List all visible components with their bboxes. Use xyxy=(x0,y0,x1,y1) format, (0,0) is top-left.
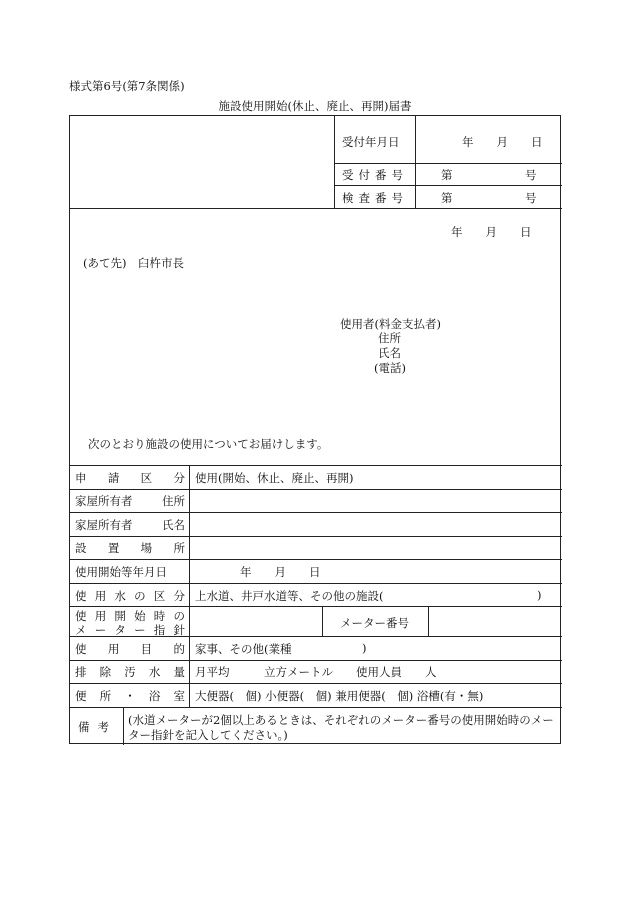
applicant-address-label: 住所 xyxy=(378,331,401,345)
water-type-value[interactable]: 上水道、井戸水道等、その他の施設( xyxy=(195,589,384,603)
application-type-value[interactable]: 使用(開始、休止、廃止、再開) xyxy=(195,471,354,485)
applicant-phone-label: (電話) xyxy=(374,361,406,375)
inspection-number-suffix: 号 xyxy=(525,191,537,205)
form-title: 施設使用開始(休止、廃止、再開)届書 xyxy=(218,99,412,113)
meter-reading-label-2: メ ー タ ー 指 針 xyxy=(75,623,185,637)
remarks-label: 備考 xyxy=(78,720,117,734)
inspection-number-label: 検査番号 xyxy=(342,191,408,205)
inspection-number-prefix: 第 xyxy=(441,191,453,205)
receipt-date-value[interactable]: 年 月 日 xyxy=(462,135,543,149)
purpose-close: ) xyxy=(362,641,367,655)
location-label: 設 置 場 所 xyxy=(75,541,185,555)
owner-name-label: 家屋所有者 氏名 xyxy=(75,518,185,532)
water-type-close: ) xyxy=(537,588,542,602)
toilet-label: 便 所 ・ 浴 室 xyxy=(75,689,185,703)
remarks-line-2: ター指針を記入してください。) xyxy=(128,728,288,742)
receipt-number-label: 受付番号 xyxy=(342,168,408,182)
start-date-label: 使用開始等年月日 xyxy=(75,565,167,579)
application-form xyxy=(69,115,561,744)
applicant-user-label: 使用者(料金支払者) xyxy=(340,317,441,331)
meter-number-label: メーター番号 xyxy=(340,616,409,630)
applicant-name-label: 氏名 xyxy=(378,346,401,360)
sewage-label: 排 除 汚 水 量 xyxy=(75,665,185,679)
start-date-value[interactable]: 年 月 日 xyxy=(240,565,321,579)
owner-address-label: 家屋所有者 住所 xyxy=(75,494,185,508)
remarks-line-1: (水道メーターが2個以上あるときは、それぞれのメーター番号の使用開始時のメー xyxy=(128,713,554,727)
intro-text: 次のとおり施設の使用についてお届けします。 xyxy=(88,437,329,451)
receipt-number-prefix: 第 xyxy=(441,168,453,182)
toilet-value[interactable]: 大便器( 個) 小便器( 個) 兼用便器( 個) 浴槽(有・無) xyxy=(195,689,484,703)
water-type-label: 使 用 水 の 区 分 xyxy=(75,589,185,603)
receipt-date-label: 受付年月日 xyxy=(342,135,400,149)
purpose-label: 使 用 目 的 xyxy=(75,642,185,656)
receipt-number-suffix: 号 xyxy=(525,168,537,182)
submission-date[interactable]: 年 月 日 xyxy=(451,225,532,239)
purpose-value[interactable]: 家事、その他(業種 xyxy=(195,642,292,656)
form-number: 様式第6号(第7条関係) xyxy=(69,79,185,93)
sewage-value[interactable]: 月平均 立方メートル 使用人員 人 xyxy=(195,665,437,679)
application-type-label: 申 請 区 分 xyxy=(75,471,185,485)
addressee: (あて先) 臼杵市長 xyxy=(83,256,184,270)
meter-reading-label-1: 使 用 開 始 時 の xyxy=(75,609,185,623)
